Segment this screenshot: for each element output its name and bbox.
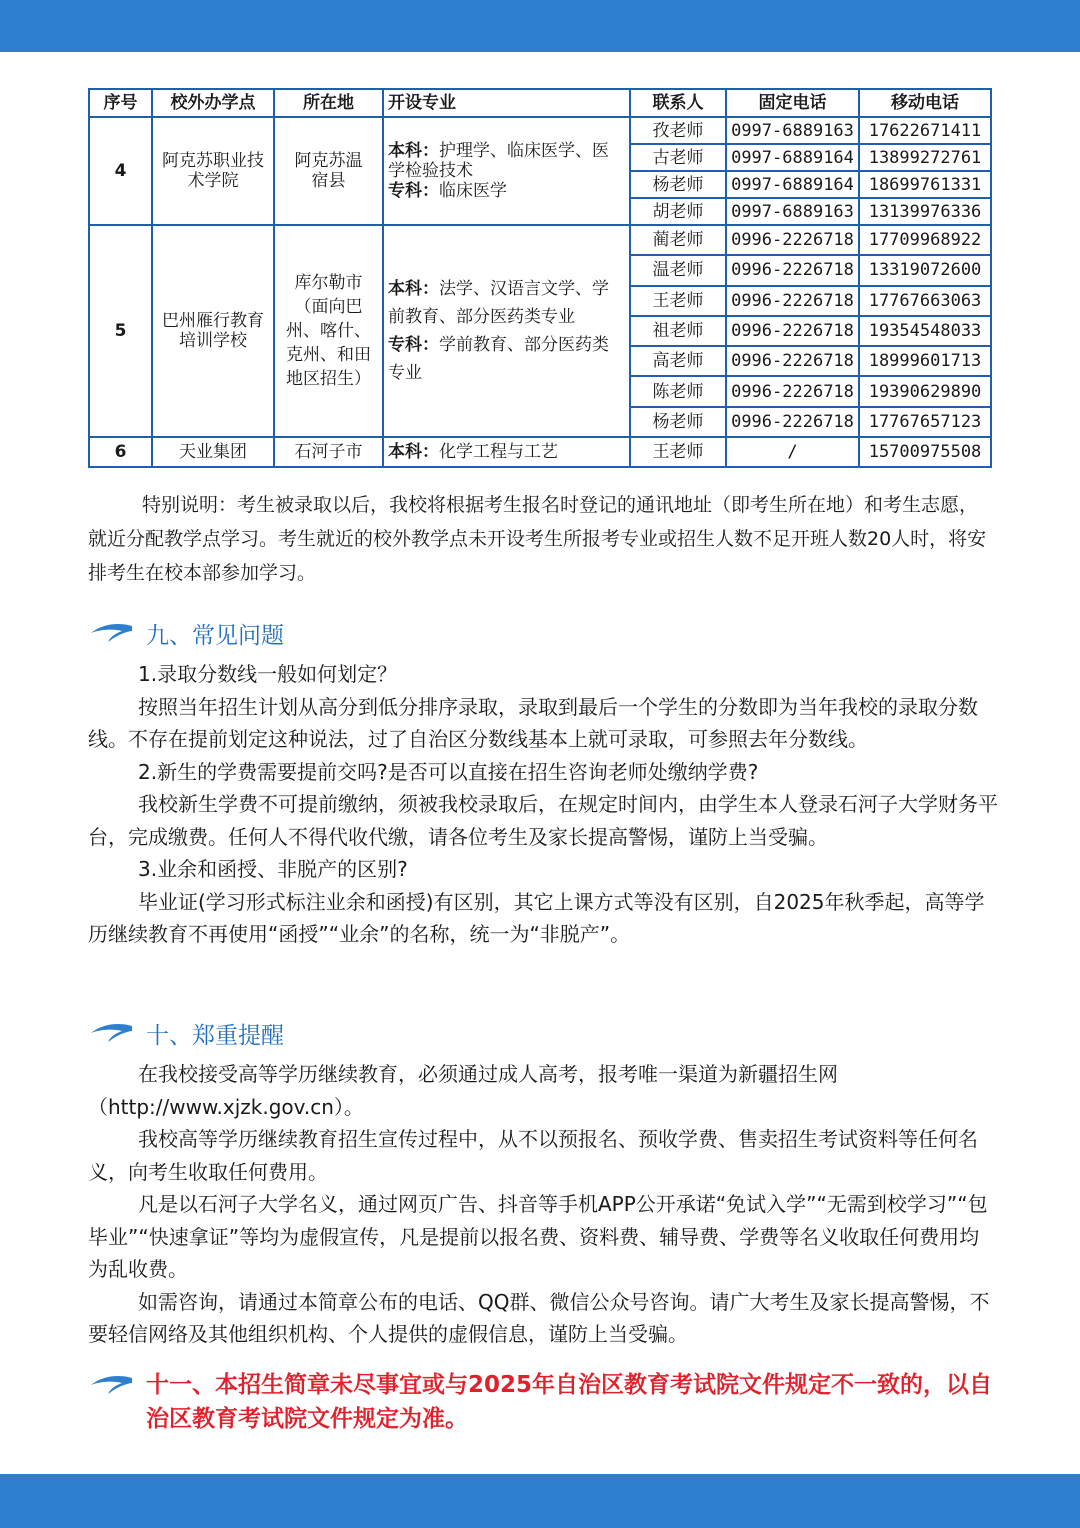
site-school: 巴州雁行教育培训学校 (152, 225, 274, 437)
contact-name: 高老师 (630, 346, 726, 376)
contact-mobile: 19390629890 (859, 376, 991, 406)
contact-phone: 0997-6889163 (726, 198, 859, 225)
contact-phone: 0996-2226718 (726, 286, 859, 316)
major-label: 本科： (388, 141, 439, 161)
faq-answer: 按照当年招生计划从高分到低分排序录取，录取到最后一个学生的分数即为当年我校的录取分数线。不存在提前划定这种说法，过了自治区分数线基本上就可录取，可参照去年分数线。 (88, 694, 978, 751)
major-text: 法学、汉语言文学、学前教育、部分医药类专业 (388, 279, 609, 328)
header-location: 所在地 (274, 89, 383, 117)
faq-answer: 毕业证(学习形式标注业余和函授)有区别，其它上课方式等没有区别，自2025年秋季起，高等学历继续教育不再使用“函授”“业余”的名称，统一为“非脱产”。 (88, 889, 985, 946)
header-phone: 固定电话 (726, 89, 859, 117)
header-mobile: 移动电话 (859, 89, 991, 117)
faq-heading (88, 616, 998, 650)
site-majors (383, 117, 630, 225)
major-text: 临床医学 (439, 181, 507, 201)
reminder-section (88, 1016, 998, 1351)
site-school: 阿克苏职业技术学院 (152, 117, 274, 225)
contact-phone: 0996-2226718 (726, 407, 859, 437)
major-label: 专科： (388, 181, 439, 201)
major-label: 本科： (388, 279, 439, 300)
contact-mobile: 18999601713 (859, 346, 991, 376)
contact-name: 古老师 (630, 144, 726, 171)
contact-phone: 0996-2226718 (726, 255, 859, 285)
contact-phone: 0997-6889164 (726, 144, 859, 171)
faq-question: 2.新生的学费需要提前交吗?是否可以直接在招生咨询老师处缴纳学费? (138, 759, 759, 784)
contact-mobile: 13319072600 (859, 255, 991, 285)
contact-phone: 0996-2226718 (726, 376, 859, 406)
swoosh-arrow-icon (88, 1020, 134, 1046)
reminder-paragraph: 在我校接受高等学历继续教育，必须通过成人高考，报考唯一渠道为新疆招生网（http://www.xjzk.gov.cn）。 (88, 1062, 838, 1119)
contact-mobile: 15700975508 (859, 437, 991, 467)
extension-sites-table (88, 88, 992, 468)
major-text: 学前教育、部分医药类专业 (388, 335, 609, 384)
site-num: 4 (89, 117, 152, 225)
major-text: 护理学、临床医学、医学检验技术 (388, 141, 609, 181)
site-location: 阿克苏温宿县 (274, 117, 383, 225)
table-header-row (89, 89, 991, 117)
header-school: 校外办学点 (152, 89, 274, 117)
final-heading (88, 1368, 998, 1436)
bottom-banner (0, 1474, 1080, 1528)
contact-name: 王老师 (630, 286, 726, 316)
site-majors (383, 225, 630, 437)
final-title: 十一、本招生简章未尽事宜或与2025年自治区教育考试院文件规定不一致的，以自治区教育考试院文件规定为准。 (146, 1372, 993, 1432)
faq-title: 九、常见问题 (146, 622, 284, 649)
site-num: 6 (89, 437, 152, 467)
contact-phone: 0996-2226718 (726, 225, 859, 255)
major-text: 化学工程与工艺 (439, 442, 558, 463)
header-num: 序号 (89, 89, 152, 117)
contact-mobile: 13899272761 (859, 144, 991, 171)
contact-mobile: 17767657123 (859, 407, 991, 437)
contact-name: 陈老师 (630, 376, 726, 406)
reminder-heading (88, 1016, 998, 1050)
contact-mobile: 17767663063 (859, 286, 991, 316)
contact-name: 蔺老师 (630, 225, 726, 255)
site-majors (383, 437, 630, 467)
contact-phone: 0997-6889163 (726, 117, 859, 144)
site-location: 库尔勒市（面向巴州、喀什、克州、和田地区招生） (274, 225, 383, 437)
reminder-paragraph: 如需咨询，请通过本简章公布的电话、QQ群、微信公众号咨询。请广大考生及家长提高警惕，不要轻信网络及其他组织机构、个人提供的虚假信息，谨防上当受骗。 (88, 1289, 990, 1346)
faq-question: 3.业余和函授、非脱产的区别? (138, 857, 408, 881)
contact-name: 杨老师 (630, 171, 726, 198)
site-school: 天业集团 (152, 437, 274, 467)
contact-mobile: 13139976336 (859, 198, 991, 225)
faq-question: 1.录取分数线一般如何划定？ (138, 662, 398, 686)
final-section (88, 1368, 998, 1436)
contact-name: 温老师 (630, 255, 726, 285)
contact-name: 祖老师 (630, 316, 726, 346)
site-num: 5 (89, 225, 152, 437)
faq-section (88, 616, 998, 951)
contact-mobile: 19354548033 (859, 316, 991, 346)
contact-phone: 0996-2226718 (726, 346, 859, 376)
header-contact: 联系人 (630, 89, 726, 117)
special-note: 特别说明：考生被录取以后，我校将根据考生报名时登记的通讯地址（即考生所在地）和考生志愿，就近分配教学点学习。考生就近的校外教学点未开设考生所报考专业或招生人数不足开班人数20人时，将安排考生在校本部参加学习。 (88, 494, 987, 584)
table-row (89, 117, 991, 144)
contact-phone: 0997-6889164 (726, 171, 859, 198)
contact-name: 孜老师 (630, 117, 726, 144)
swoosh-arrow-icon (88, 620, 134, 646)
top-banner (0, 0, 1080, 52)
contact-mobile: 17622671411 (859, 117, 991, 144)
swoosh-arrow-icon (88, 1372, 134, 1398)
header-majors: 开设专业 (383, 89, 630, 117)
faq-answer: 我校新生学费不可提前缴纳，须被我校录取后，在规定时间内，由学生本人登录石河子大学财务平台，完成缴费。任何人不得代收代缴，请各位考生及家长提高警惕，谨防上当受骗。 (88, 792, 998, 849)
reminder-paragraph: 凡是以石河子大学名义，通过网页广告、抖音等手机APP公开承诺“免试入学”“无需到校学习”“包毕业”“快速拿证”等均为虚假宣传，凡是提前以报名费、资料费、辅导费、学费等名义收取任何费用均为乱收费。 (88, 1192, 988, 1281)
contact-name: 胡老师 (630, 198, 726, 225)
contact-mobile: 18699761331 (859, 171, 991, 198)
contact-name: 杨老师 (630, 407, 726, 437)
contact-mobile: 17709968922 (859, 225, 991, 255)
table-row (89, 437, 991, 467)
site-location: 石河子市 (274, 437, 383, 467)
reminder-paragraph: 我校高等学历继续教育招生宣传过程中，从不以预报名、预收学费、售卖招生考试资料等任何名义，向考生收取任何费用。 (88, 1127, 978, 1184)
table-row (89, 225, 991, 255)
major-label: 本科： (388, 442, 439, 463)
contact-name: 王老师 (630, 437, 726, 467)
major-label: 专科： (388, 335, 439, 356)
contact-phone: 0996-2226718 (726, 316, 859, 346)
reminder-title: 十、郑重提醒 (146, 1022, 284, 1049)
contact-phone: / (726, 437, 859, 467)
